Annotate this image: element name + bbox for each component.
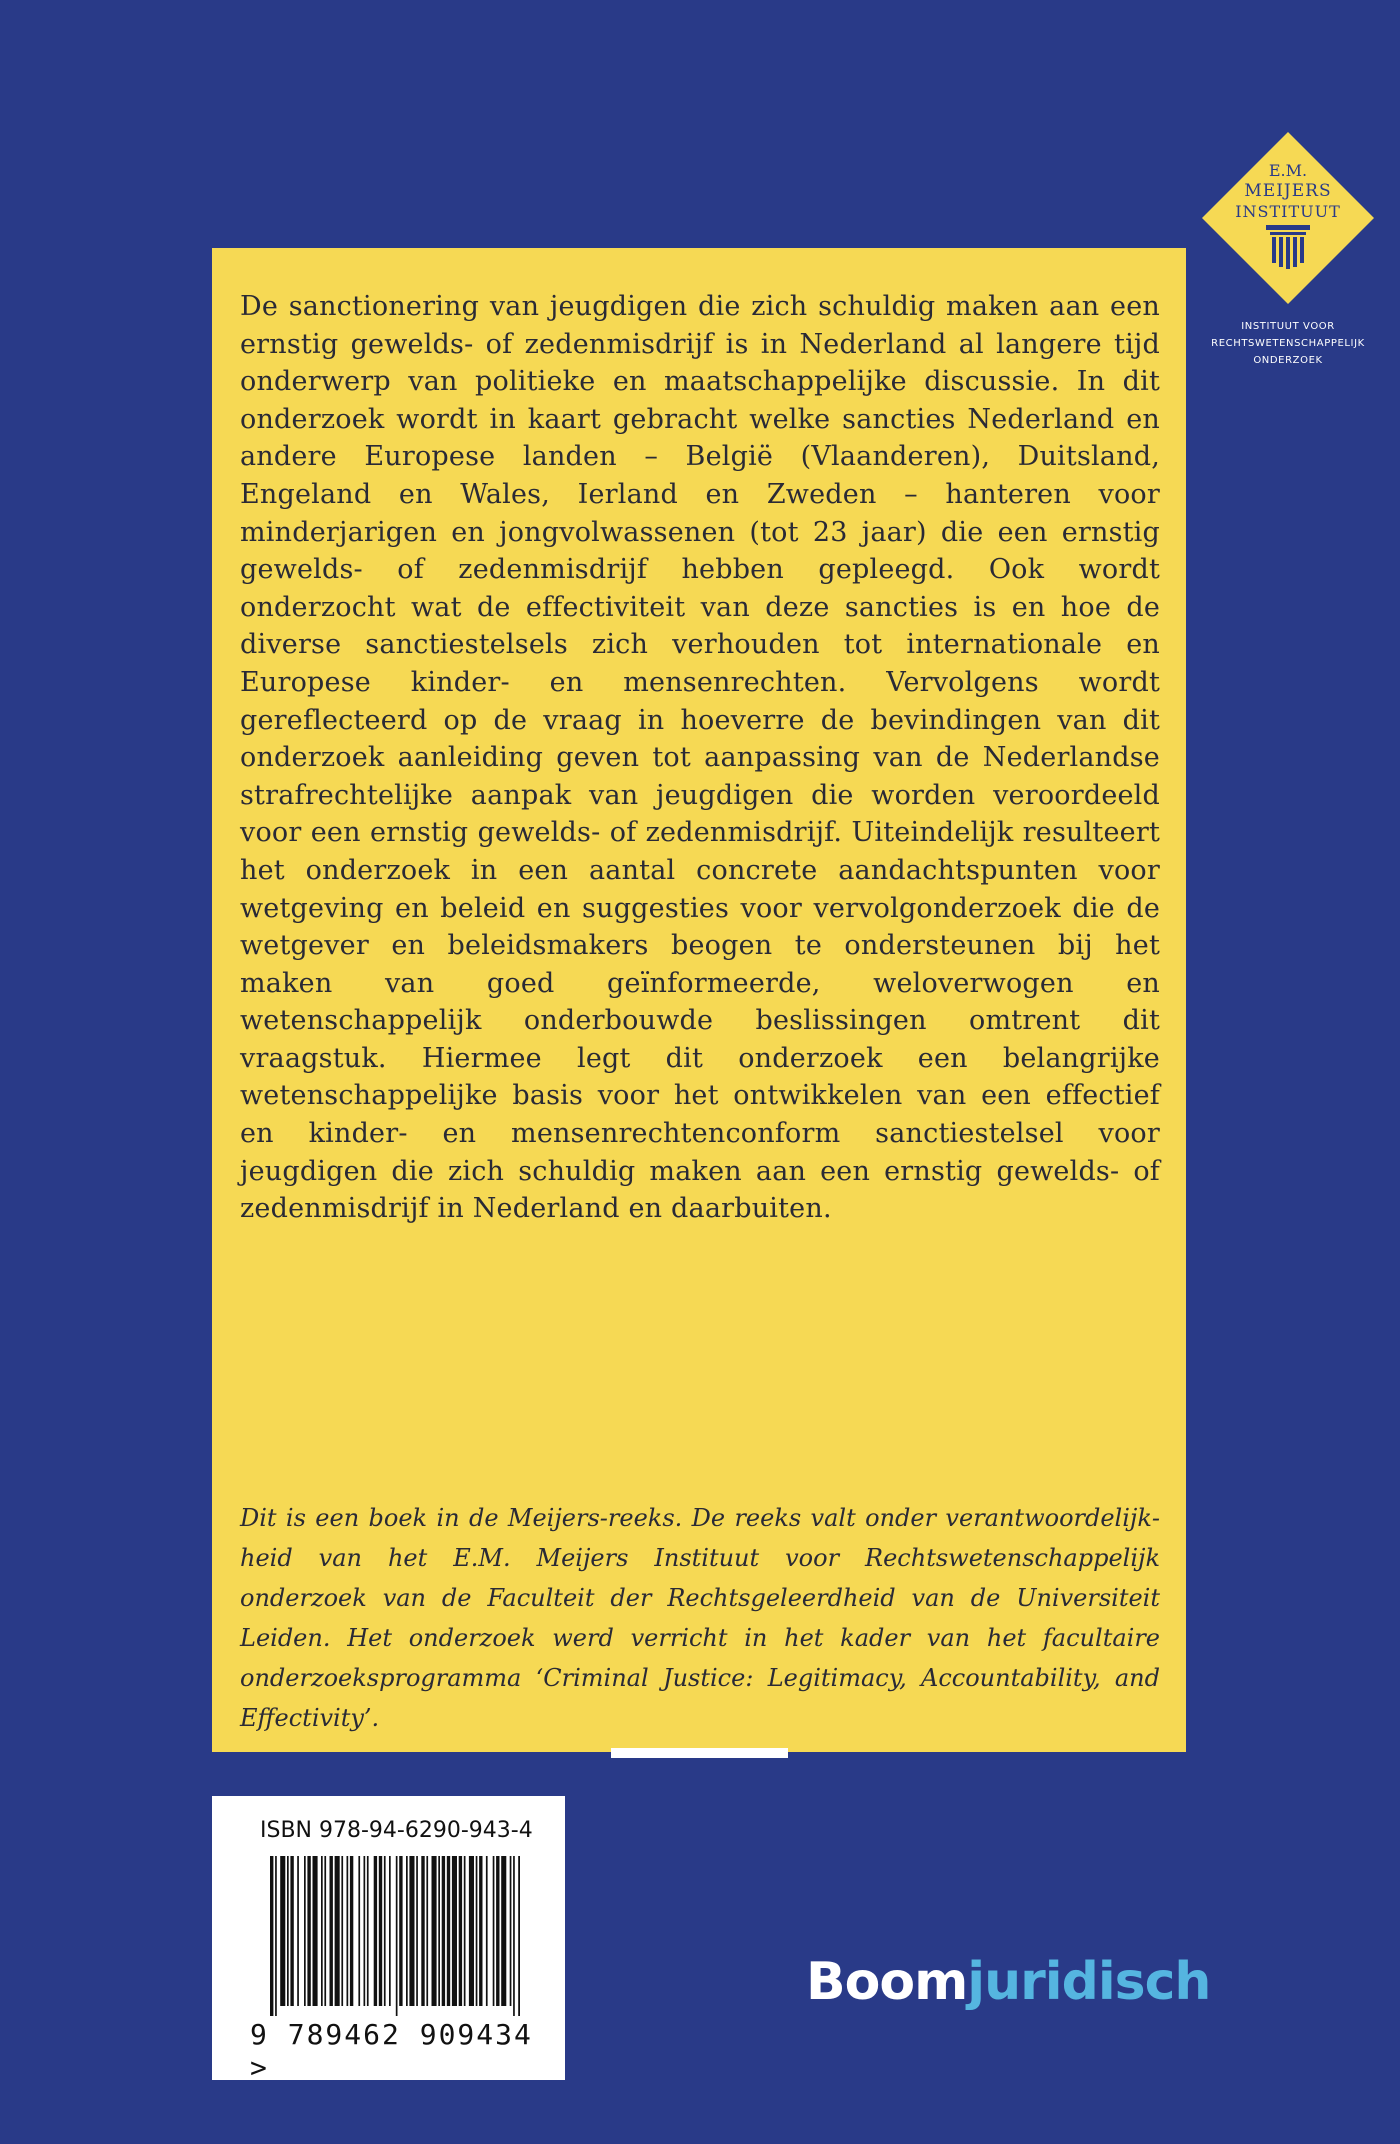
barcode-bar <box>421 1856 424 2006</box>
barcode-icon <box>270 1856 520 2016</box>
barcode-bar <box>476 1856 478 2006</box>
barcode-bar <box>350 1856 353 2006</box>
barcode-bar <box>452 1856 457 2006</box>
barcode-bar <box>406 1856 408 2006</box>
blurb-text: De sanctionering van jeugdigen die zich schuldig maken aan een ernstig gewelds- of zedenmisdrijf is in Nederland al langere tijd onderwerp van politieke en maatschappelijke discussie. In dit onderzoek wordt in kaart gebracht welke sancties Nederland en andere Europese landen – België (Vlaanderen), Duitsland, Engeland en Wales, Ierland en Zweden – hanteren voor minderjarigen en jongvolwassenen (tot 23 jaar) die een ernstig gewelds- of zedenmisdrijf hebben gepleegd. Ook wordt onderzocht wat de effectiviteit van deze sancties is en hoe de diverse sanctiestelsels zich verhouden tot internationale en Europese kinder- en mensenrechten. Vervolgens wordt gereflecteerd op de vraag in hoeverre de bevindingen van dit onderzoek aanleiding geven tot aanpassing van de Nederlandse strafrechtelijke aanpak van jeugdigen die worden veroordeeld voor een ernstig gewelds- of zedenmisdrijf. Uiteindelijk resulteert het onderzoek in een aantal concrete aandachtspunten voor wetgeving en beleid en suggesties voor vervolgonderzoek die de wetgever en beleidsmakers beogen te ondersteunen bij het maken van goed geïnformeerde, weloverwogen en wetenschappelijk onderbouwde beslissingen omtrent dit vraagstuk. Hiermee legt dit onderzoek een belangrijke wetenschappelijke basis voor het ontwikkelen van een effectief en kinder- en mensenrechtenconform sanctiestelsel voor jeugdigen die zich schuldig maken aan een ernstig gewelds- of zedenmisdrijf in Nederland en daarbuiten. <box>240 291 1160 1225</box>
barcode-bar <box>270 1856 273 2016</box>
barcode-bar <box>287 1856 289 2006</box>
barcode-bar <box>364 1856 366 2006</box>
barcode-bar <box>518 1856 520 2016</box>
barcode-bar <box>275 1856 277 2016</box>
logo-caption <box>1190 318 1386 369</box>
barcode-bar <box>297 1856 299 2006</box>
barcode-bar <box>416 1856 418 2006</box>
meijers-logo <box>1200 130 1376 306</box>
barcode-bar <box>374 1856 377 2006</box>
barcode-bar <box>290 1856 293 2006</box>
barcode-bar <box>321 1856 323 2006</box>
barcode-bar <box>379 1856 382 2006</box>
logo-line3: INSTITUUT <box>1235 202 1341 221</box>
isbn-label: ISBN 978-94-6290-943-4 <box>260 1818 533 1843</box>
barcode-bar <box>501 1856 506 2006</box>
barcode-bar <box>313 1856 318 2006</box>
barcode-bar <box>432 1856 437 2006</box>
barcode-bar <box>367 1856 369 2006</box>
barcode-bar <box>469 1856 474 2006</box>
publisher-logo <box>806 1952 1210 2012</box>
barcode-bar <box>442 1856 445 2006</box>
barcode-bar <box>307 1856 310 2006</box>
barcode-bar <box>459 1856 462 2006</box>
barcode-bar <box>426 1856 428 2006</box>
barcode-bar <box>493 1856 495 2006</box>
series-note: Dit is een boek in de Meijers-reeks. De reeks valt onder verantwoordelijkheid van het E.M. Meijers Instituut voor Rechtswetenschappelijk onderzoek van de Faculteit der Rechtsgeleerdheid van de Universiteit Leiden. Het onderzoek werd verricht in het kader van het facultaire onderzoeksprogramma ‘Criminal Justice: Legitimacy, Accountability, and Effectivity’. <box>240 1504 1160 1732</box>
barcode-bar <box>486 1856 488 2006</box>
logo-line1: E.M. <box>1268 161 1308 180</box>
barcode-bar <box>409 1856 414 2006</box>
barcode-bar <box>510 1856 512 2006</box>
logo-caption-line: RECHTSWETENSCHAPPELIJK <box>1211 338 1365 349</box>
barcode-box <box>212 1796 565 2084</box>
barcode-bar <box>479 1856 482 2006</box>
barcode-bar <box>341 1856 343 2006</box>
barcode-bar <box>304 1856 306 2006</box>
barcode-bar <box>384 1856 386 2006</box>
barcode-bar <box>396 1856 398 2016</box>
barcode-bar <box>438 1856 440 2006</box>
barcode-bar <box>335 1856 340 2006</box>
publisher-juridisch: juridisch <box>967 1952 1211 2012</box>
logo-line2: MEIJERS <box>1244 181 1332 201</box>
barcode-bar <box>513 1856 515 2016</box>
logo-caption-line: INSTITUUT VOOR <box>1241 321 1335 332</box>
barcode-bar <box>280 1856 285 2006</box>
barcode-bar <box>464 1856 466 2006</box>
barcode-bar <box>389 1856 391 2006</box>
barcode-bar <box>347 1856 349 2006</box>
barcode-bar <box>324 1856 326 2006</box>
barcode-bar <box>496 1856 499 2006</box>
barcode-bar <box>330 1856 333 2006</box>
logo-caption-line: ONDERZOEK <box>1253 355 1323 366</box>
barcode-bar <box>447 1856 450 2006</box>
barcode-bar <box>399 1856 402 2006</box>
text-panel <box>212 248 1186 1752</box>
publisher-boom: Boom <box>806 1952 968 2012</box>
barcode-digits: 9 789462 909434 > <box>250 2018 533 2084</box>
barcode-bar <box>358 1856 360 2006</box>
panel-accent-bar <box>611 1748 788 1758</box>
